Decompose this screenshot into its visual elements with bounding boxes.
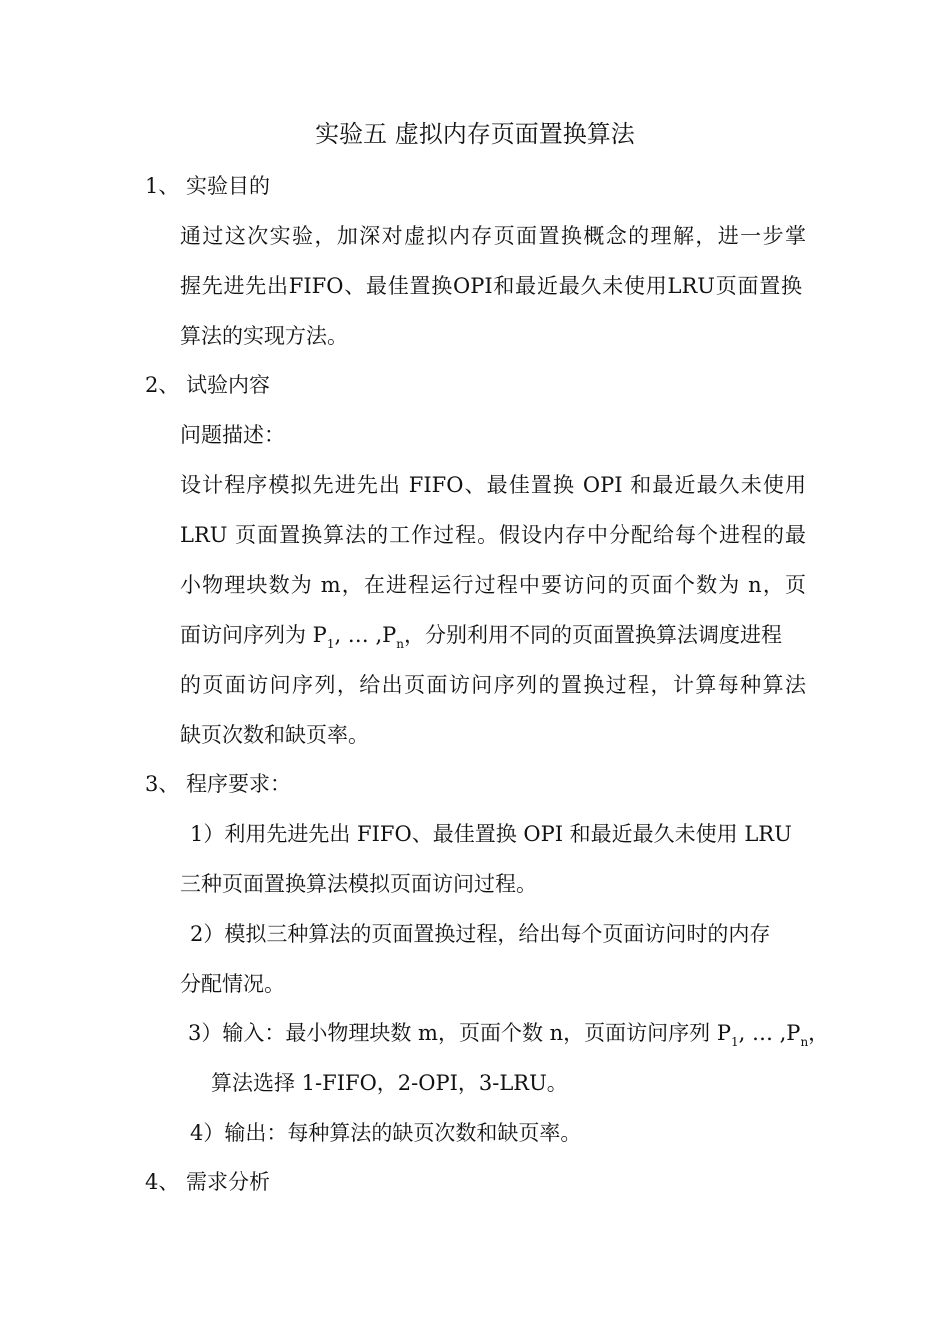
section-2-line-4 bbox=[180, 621, 782, 649]
section-1-line-2: 握先进先出FIFO、最佳置换OPI和最近最久未使用LRU页面置换 bbox=[180, 274, 802, 298]
sequence-text-mid: , … ,P bbox=[334, 623, 397, 647]
section-2-line-1: 设计程序模拟先进先出 FIFO、最佳置换 OPI 和最近最久未使用 bbox=[180, 473, 806, 497]
problem-description-label: 问题描述： bbox=[180, 423, 285, 447]
input-text-suffix: ， bbox=[808, 1021, 830, 1045]
requirement-2-line-2: 分配情况。 bbox=[180, 972, 285, 996]
input-text-mid: , … ,P bbox=[738, 1021, 801, 1045]
section-2-line-3: 小物理块数为 m，在进程运行过程中要访问的页面个数为 n，页 bbox=[180, 573, 806, 597]
section-1-line-1: 通过这次实验，加深对虚拟内存页面置换概念的理解，进一步掌 bbox=[180, 224, 806, 248]
sequence-subscript-n: n bbox=[396, 637, 405, 651]
requirement-1-line-1: 1）利用先进先出 FIFO、最佳置换 OPI 和最近最久未使用 LRU bbox=[190, 822, 792, 846]
section-2-line-6: 缺页次数和缺页率。 bbox=[180, 723, 369, 747]
sequence-text-suffix: ，分别利用不同的页面置换算法调度进程 bbox=[404, 623, 783, 647]
input-text-prefix: 3）输入：最小物理块数 m，页面个数 n，页面访问序列 P bbox=[188, 1021, 731, 1045]
requirement-4-line-1: 4）输出：每种算法的缺页次数和缺页率。 bbox=[190, 1121, 582, 1145]
page-title: 实验五 虚拟内存页面置换算法 bbox=[315, 120, 635, 148]
section-1-line-3: 算法的实现方法。 bbox=[180, 324, 348, 348]
section-3-heading: 3、 程序要求： bbox=[145, 772, 292, 796]
requirement-3-line-1 bbox=[188, 1019, 829, 1047]
sequence-text-prefix: 面访问序列为 P bbox=[180, 623, 327, 647]
section-2-line-2: LRU 页面置换算法的工作过程。假设内存中分配给每个进程的最 bbox=[180, 523, 806, 547]
section-2-heading: 2、 试验内容 bbox=[145, 373, 271, 397]
requirement-3-line-2: 算法选择 1-FIFO，2-OPI，3-LRU。 bbox=[211, 1071, 568, 1095]
input-subscript-n: n bbox=[800, 1035, 809, 1049]
section-4-heading: 4、 需求分析 bbox=[145, 1170, 271, 1194]
requirement-2-line-1: 2）模拟三种算法的页面置换过程，给出每个页面访问时的内存 bbox=[190, 922, 771, 946]
section-2-line-5: 的页面访问序列，给出页面访问序列的置换过程，计算每种算法 bbox=[180, 673, 806, 697]
requirement-1-line-2: 三种页面置换算法模拟页面访问过程。 bbox=[180, 872, 537, 896]
input-subscript-1: 1 bbox=[730, 1035, 739, 1049]
section-1-heading: 1、 实验目的 bbox=[145, 174, 271, 198]
sequence-subscript-1: 1 bbox=[326, 637, 335, 651]
